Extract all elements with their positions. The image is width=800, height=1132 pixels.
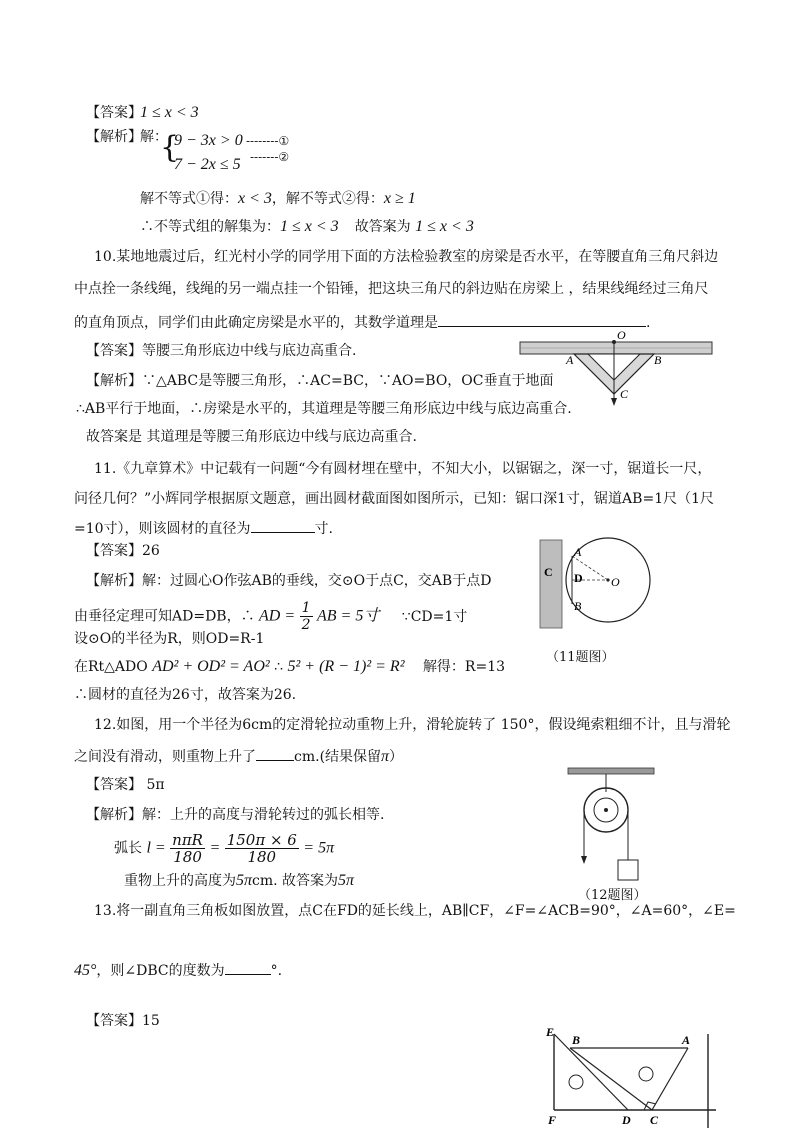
- q9-analysis-tag: 【解析】: [86, 129, 142, 145]
- q13-fig-label-c: C: [650, 1113, 659, 1127]
- q9-step2: ∴不等式组的解集为：1 ≤ x < 3 故答案为 1 ≤ x < 3: [140, 218, 474, 235]
- q9-system-brace: {: [160, 130, 180, 165]
- q12-result: 重物上升的高度为5πcm. 故答案为5π: [124, 872, 355, 889]
- q11-line1: 11.《九章算术》中记载有一问题“今有圆材埋在壁中，不知大小，以锯锯之，深一寸，锯道长一尺，: [94, 461, 712, 477]
- q13-line1: 13.将一副直角三角板如图放置，点C在FD的延长线上，AB∥CF，∠F=∠ACB=90°，∠A=60°，∠E=: [94, 903, 736, 919]
- q12-figure-caption: （12题图）: [578, 888, 647, 903]
- q10-analysis-3: 故答案是 其道理是等腰三角形底边中线与底边高重合.: [86, 429, 417, 445]
- q11-analysis-1: 【解析】解：过圆心O作弦AB的垂线，交⊙O于点C，交AB于点D: [86, 573, 492, 589]
- q9-mark2: -------②: [250, 150, 290, 164]
- q10-line1: 10.某地地震过后，红光村小学的同学用下面的方法检验教室的房梁是否水平，在等腰直角三角尺斜边: [94, 249, 719, 265]
- q11-fig-label-c: C: [544, 565, 553, 579]
- q11-answer: 【答案】26: [86, 543, 160, 559]
- q13-figure-triangles: [540, 1024, 716, 1128]
- q11-analysis-3: 设⊙O的半径为R，则OD=R-1: [74, 631, 265, 647]
- q9-step1: 解不等式①得：x < 3，解不等式②得：x ≥ 1: [140, 190, 416, 207]
- q10-line3: 的直角顶点，同学们由此确定房梁是水平的，其数学道理是 .: [74, 312, 650, 332]
- q13-answer: 【答案】15: [86, 1013, 160, 1029]
- q9-answer-tag: 【答案】: [86, 105, 142, 121]
- q9-system-ineq2: 7 − 2x ≤ 5: [174, 156, 241, 173]
- q13-line2: 45°，则∠DBC的度数为 °.: [74, 962, 283, 979]
- q11-figure-caption: （11题图）: [546, 650, 615, 665]
- q9-mark1: --------①: [246, 134, 290, 148]
- q10-line2: 中点拴一条线绳，线绳的另一端点挂一个铅锤，把这块三角尺的斜边贴在房梁上 ，结果线绳经过三角尺: [74, 281, 709, 297]
- q10-fig-label-a: A: [566, 353, 574, 367]
- q12-analysis-1: 【解析】解：上升的高度与滑轮转过的弧长相等.: [86, 807, 385, 823]
- q11-figure-circle: [536, 536, 666, 632]
- q11-fig-label-o: O: [611, 575, 620, 589]
- q11-analysis-5: ∴圆材的直径为26寸，故答案为26.: [74, 687, 297, 703]
- q11-analysis-2: 由垂径定理可知AD=DB，∴ AD = $\frac{1}{2}$ AB = 5寸 ∵CD=1寸: [74, 600, 468, 633]
- q10-fig-label-c: C: [620, 387, 629, 401]
- q11-fig-label-a: A: [574, 545, 582, 559]
- q12-arc-formula: 弧长 l = $\frac{\text{nπR}}{180}$ = $\frac{150\pi \times 6}{180}$ = 5π: [114, 831, 335, 866]
- q9-system-ineq1: 9 − 3x > 0: [174, 132, 243, 149]
- q10-fig-label-b: B: [654, 353, 662, 367]
- q10-analysis-1: 【解析】∵△ABC是等腰三角形，∴AC=BC，∵AO=BO，OC垂直于地面: [86, 373, 554, 389]
- q11-line2: 问径几何？”小辉同学根据原文题意，画出圆材截面图如图所示，已知：锯口深1寸，锯道AB=1尺（1尺: [74, 491, 715, 507]
- q13-fig-label-d: D: [622, 1113, 631, 1127]
- q11-fig-label-b: B: [574, 599, 582, 613]
- q12-answer: 【答案】 5π: [86, 777, 165, 793]
- q11-analysis-4: 在Rt△ADO AD² + OD² = AO² ∴ 5² + (R − 1)² = R² 解得：R=13: [74, 658, 506, 675]
- q9-analysis-intro: 解：: [140, 129, 168, 145]
- q12-line1: 12.如图，用一个半径为6cm的定滑轮拉动重物上升，滑轮旋转了 150°，假设绳索粗细不计，且与滑轮: [94, 717, 731, 733]
- q13-fig-label-b: B: [572, 1033, 581, 1047]
- q11-line3: =10寸），则该圆材的直径为 寸.: [74, 518, 333, 538]
- q10-fig-label-o: O: [617, 328, 626, 342]
- q10-answer: 【答案】等腰三角形底边中线与底边高重合.: [86, 343, 357, 359]
- q10-figure-beam: [516, 328, 716, 410]
- q10-analysis-2: ∴AB平行于地面，∴房梁是水平的，其道理是等腰三角形底边中线与底边高重合.: [76, 401, 572, 417]
- q13-fig-label-e: E: [546, 1025, 555, 1039]
- q13-fig-label-a: A: [682, 1033, 691, 1047]
- q12-figure-pulley: [566, 766, 656, 884]
- q13-fig-label-f: F: [548, 1113, 557, 1127]
- q9-answer-value: 1 ≤ x < 3: [140, 104, 199, 121]
- q12-line2: 之间没有滑动，则重物上升了 cm.(结果保留π）: [74, 748, 404, 765]
- q11-fig-label-d: D: [574, 571, 583, 585]
